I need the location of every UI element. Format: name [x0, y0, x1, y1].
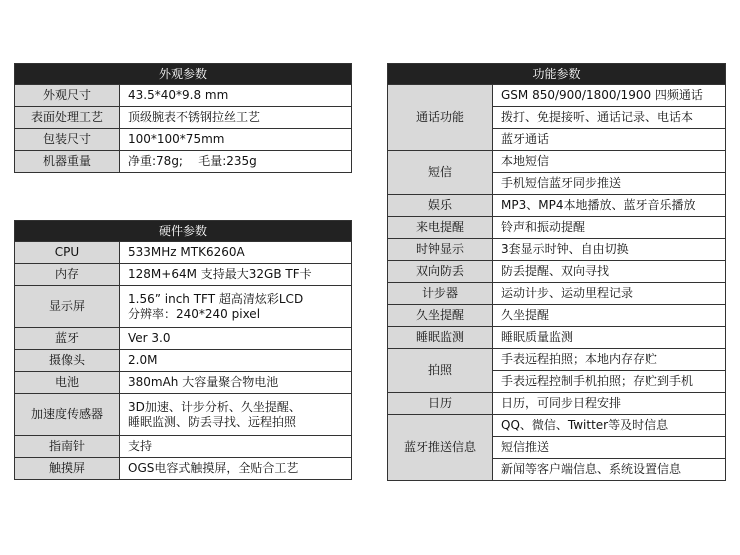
table-row — [388, 349, 726, 371]
table-row — [15, 350, 352, 372]
row-value: 533MHz MTK6260A — [120, 242, 352, 264]
row-label: 久坐提醒 — [388, 305, 493, 327]
row-value: 3D加速、计步分析、久坐提醒、 睡眠监测、防丢寻找、远程拍照 — [120, 394, 352, 436]
table-row — [15, 242, 352, 264]
row-value: 铃声和振动提醒 — [493, 217, 726, 239]
functions-title: 功能参数 — [388, 64, 726, 85]
row-label: 来电提醒 — [388, 217, 493, 239]
row-label: 内存 — [15, 264, 120, 286]
row-label: 触摸屏 — [15, 458, 120, 480]
table-row — [15, 394, 352, 436]
row-label: 睡眠监测 — [388, 327, 493, 349]
row-value: 手表远程控制手机拍照；存贮到手机 — [493, 371, 726, 393]
table-row — [15, 107, 352, 129]
table-row — [15, 458, 352, 480]
functions-table — [387, 63, 726, 481]
row-label: 加速度传感器 — [15, 394, 120, 436]
row-value: 睡眠质量监测 — [493, 327, 726, 349]
row-value: 手机短信蓝牙同步推送 — [493, 173, 726, 195]
table-row — [15, 151, 352, 173]
row-value: 日历，可同步日程安排 — [493, 393, 726, 415]
row-label: 蓝牙 — [15, 328, 120, 350]
row-value: 2.0M — [120, 350, 352, 372]
row-value: 380mAh 大容量聚合物电池 — [120, 372, 352, 394]
row-label: 表面处理工艺 — [15, 107, 120, 129]
row-value: 本地短信 — [493, 151, 726, 173]
row-value: 运动计步、运动里程记录 — [493, 283, 726, 305]
table-row — [388, 415, 726, 437]
table-row — [388, 283, 726, 305]
table-row — [15, 264, 352, 286]
row-label: 双向防丢 — [388, 261, 493, 283]
table-row — [388, 305, 726, 327]
row-label: 机器重量 — [15, 151, 120, 173]
row-value: 手表远程拍照；本地内存存贮 — [493, 349, 726, 371]
hardware-table — [14, 220, 352, 480]
table-row — [388, 261, 726, 283]
row-value: 短信推送 — [493, 437, 726, 459]
row-label: 娱乐 — [388, 195, 493, 217]
table-row — [15, 436, 352, 458]
row-label: 日历 — [388, 393, 493, 415]
row-value: 支持 — [120, 436, 352, 458]
table-row — [388, 151, 726, 173]
row-value: 43.5*40*9.8 mm — [120, 85, 352, 107]
table-row — [15, 129, 352, 151]
row-value: 拨打、免提接听、通话记录、电话本 — [493, 107, 726, 129]
appearance-title: 外观参数 — [15, 64, 352, 85]
row-value: QQ、微信、Twitter等及时信息 — [493, 415, 726, 437]
row-label: 短信 — [388, 151, 493, 195]
row-value: 100*100*75mm — [120, 129, 352, 151]
row-label: 时钟显示 — [388, 239, 493, 261]
table-row — [15, 286, 352, 328]
row-value: GSM 850/900/1800/1900 四频通话 — [493, 85, 726, 107]
table-row — [15, 372, 352, 394]
row-value: 新闻等客户端信息、系统设置信息 — [493, 459, 726, 481]
table-row — [15, 328, 352, 350]
row-value: 久坐提醒 — [493, 305, 726, 327]
row-label: 摄像头 — [15, 350, 120, 372]
row-value: 蓝牙通话 — [493, 129, 726, 151]
row-label: 电池 — [15, 372, 120, 394]
table-row — [388, 327, 726, 349]
appearance-table — [14, 63, 352, 173]
row-label: 显示屏 — [15, 286, 120, 328]
row-value: 防丢提醒、双向寻找 — [493, 261, 726, 283]
row-label: 外观尺寸 — [15, 85, 120, 107]
row-label: 通话功能 — [388, 85, 493, 151]
row-label: 蓝牙推送信息 — [388, 415, 493, 481]
row-label: 拍照 — [388, 349, 493, 393]
table-row — [15, 85, 352, 107]
row-value: 顶级腕表不锈钢拉丝工艺 — [120, 107, 352, 129]
table-row — [388, 85, 726, 107]
row-value: MP3、MP4本地播放、蓝牙音乐播放 — [493, 195, 726, 217]
row-value: 净重:78g; 毛量:235g — [120, 151, 352, 173]
row-value: 3套显示时钟、自由切换 — [493, 239, 726, 261]
row-label: 计步器 — [388, 283, 493, 305]
table-row — [388, 393, 726, 415]
table-row — [388, 195, 726, 217]
row-label: CPU — [15, 242, 120, 264]
table-row — [388, 239, 726, 261]
row-value: Ver 3.0 — [120, 328, 352, 350]
row-label: 包装尺寸 — [15, 129, 120, 151]
row-label: 指南针 — [15, 436, 120, 458]
row-value: 1.56” inch TFT 超高清炫彩LCD 分辨率：240*240 pixel — [120, 286, 352, 328]
table-row — [388, 217, 726, 239]
row-value: 128M+64M 支持最大32GB TF卡 — [120, 264, 352, 286]
hardware-title: 硬件参数 — [15, 221, 352, 242]
row-value: OGS电容式触摸屏，全贴合工艺 — [120, 458, 352, 480]
